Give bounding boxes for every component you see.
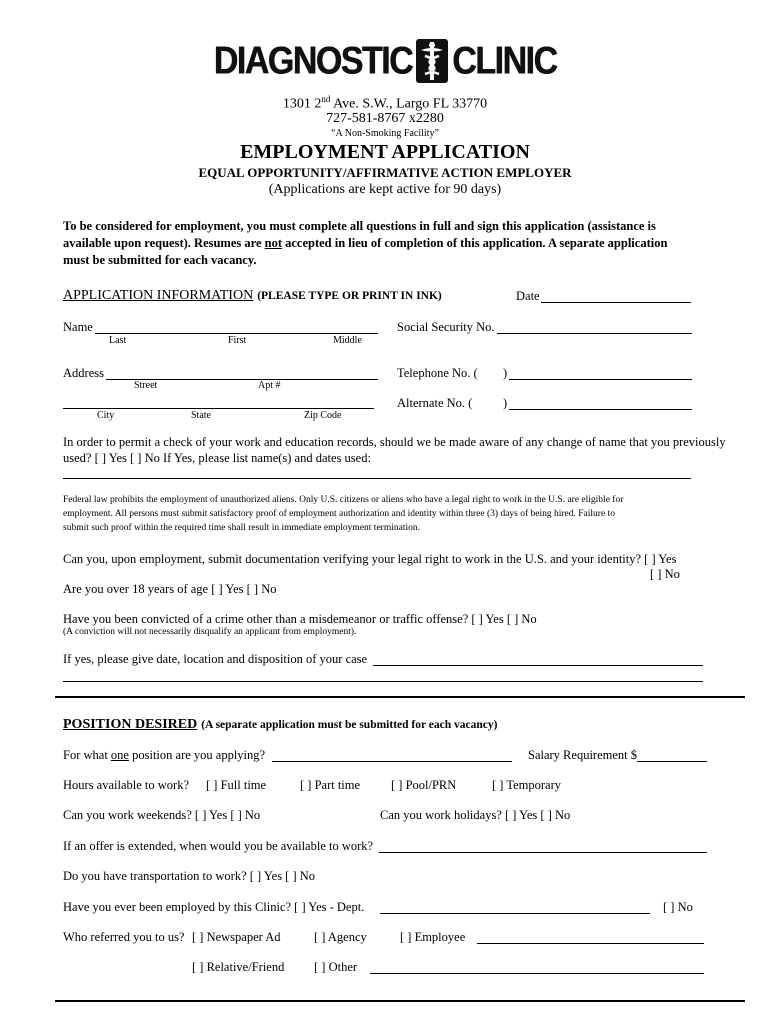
- name-field[interactable]: [95, 333, 378, 334]
- telephone-close: ): [503, 366, 508, 380]
- temporary-option[interactable]: [ ] Temporary: [492, 778, 562, 792]
- city-caption: City: [97, 410, 115, 421]
- logo-text-right: CLINIC: [452, 38, 557, 83]
- transportation-question: Do you have transportation to work? [ ] Yes [ ] No: [63, 869, 316, 883]
- name-label: Name: [63, 320, 93, 334]
- age-question: Are you over 18 years of age [ ] Yes [ ] No: [63, 582, 277, 596]
- intro-line-2: available upon request). Resumes are not accepted in lieu of completion of this application. A separate application: [63, 236, 668, 250]
- other-referral-field[interactable]: [370, 973, 704, 974]
- holidays-question: Can you work holidays? [ ] Yes [ ] No: [380, 808, 571, 822]
- work-authorization-no[interactable]: [ ] No: [650, 567, 680, 581]
- application-info-heading: APPLICATION INFORMATION (PLEASE TYPE OR PRINT IN INK): [63, 288, 442, 303]
- weekends-question: Can you work weekends? [ ] Yes [ ] No: [63, 808, 261, 822]
- page-title: EMPLOYMENT APPLICATION: [240, 141, 530, 163]
- name-middle-caption: Middle: [333, 335, 362, 346]
- federal-notice-1: Federal law prohibits the employment of unauthorized aliens. Only U.S. citizens or aliens who have a legal right to work in the U.S. are eligible for: [63, 495, 624, 505]
- salary-label: Salary Requirement $: [528, 748, 637, 762]
- availability-field[interactable]: [379, 852, 707, 853]
- position-heading: POSITION DESIRED (A separate application must be submitted for each vacancy): [63, 717, 498, 732]
- name-first-caption: First: [228, 335, 247, 346]
- date-field[interactable]: [541, 302, 691, 303]
- clinic-address: 1301 2nd Ave. S.W., Largo FL 33770: [282, 94, 488, 112]
- employed-before-label: Have you ever been employed by this Clinic? [ ] Yes - Dept.: [63, 900, 365, 914]
- referral-agency[interactable]: [ ] Agency: [314, 930, 367, 944]
- referral-newspaper[interactable]: [ ] Newspaper Ad: [192, 930, 281, 944]
- referral-other[interactable]: [ ] Other: [314, 960, 358, 974]
- retention-note: (Applications are kept active for 90 days): [268, 182, 502, 197]
- crime-note: (A conviction will not necessarily disqualify an applicant from employment).: [63, 627, 357, 637]
- referral-relative[interactable]: [ ] Relative/Friend: [192, 960, 285, 974]
- full-time-option[interactable]: [ ] Full time: [206, 778, 267, 792]
- part-time-option[interactable]: [ ] Part time: [300, 778, 361, 792]
- pool-prn-option[interactable]: [ ] Pool/PRN: [391, 778, 457, 792]
- previous-names-field[interactable]: [63, 478, 691, 479]
- salary-field[interactable]: [637, 761, 707, 762]
- employed-before-no[interactable]: [ ] No: [663, 900, 693, 914]
- ssn-field[interactable]: [497, 333, 692, 334]
- department-field[interactable]: [380, 913, 650, 914]
- federal-notice-3: submit such proof within the required time shall result in immediate employment termination.: [63, 523, 420, 533]
- address-label: Address: [63, 366, 104, 380]
- referral-label: Who referred you to us?: [63, 930, 185, 944]
- name-change-line-2: used? [ ] Yes [ ] No If Yes, please list name(s) and dates used:: [63, 451, 371, 465]
- position-field[interactable]: [272, 761, 512, 762]
- employee-name-field[interactable]: [477, 943, 704, 944]
- work-authorization-question: Can you, upon employment, submit documentation verifying your legal right to work in the U.S. and your identity? [ ] Yes: [63, 552, 677, 566]
- referral-employee[interactable]: [ ] Employee: [400, 930, 466, 944]
- intro-line-1: To be considered for employment, you must complete all questions in full and sign this application (assistance is: [63, 219, 656, 233]
- caduceus-icon: [415, 38, 449, 84]
- bottom-divider: [55, 1000, 745, 1002]
- clinic-phone: 727-581-8767 x2280: [326, 111, 444, 126]
- page-subtitle: EQUAL OPPORTUNITY/AFFIRMATIVE ACTION EMPLOYER: [198, 165, 572, 180]
- ssn-label: Social Security No.: [397, 320, 495, 334]
- city-state-zip-field[interactable]: [63, 408, 374, 409]
- logo-text-left: DIAGNOSTIC: [213, 38, 413, 83]
- section-divider: [55, 696, 745, 698]
- alternate-close: ): [503, 396, 508, 410]
- state-caption: State: [191, 410, 211, 421]
- crime-question: Have you been convicted of a crime other than a misdemeanor or traffic offense? [ ] Yes [ ] No: [63, 612, 537, 626]
- position-question: For what one position are you applying?: [63, 748, 266, 762]
- clinic-logo: [0, 38, 770, 84]
- name-last-caption: Last: [109, 335, 127, 346]
- hours-label: Hours available to work?: [63, 778, 190, 792]
- telephone-label: Telephone No. (: [397, 366, 478, 380]
- tagline: “A Non-Smoking Facility”: [331, 128, 439, 139]
- street-caption: Street: [134, 380, 158, 391]
- telephone-field[interactable]: [509, 379, 692, 380]
- name-change-line-1: In order to permit a check of your work and education records, should we be made aware of any change of name that you previously: [63, 435, 726, 449]
- intro-line-3: must be submitted for each vacancy.: [63, 253, 257, 267]
- apt-caption: Apt #: [258, 380, 281, 391]
- alternate-label: Alternate No. (: [397, 396, 473, 410]
- zip-caption: Zip Code: [304, 410, 342, 421]
- crime-details-field[interactable]: [373, 665, 703, 666]
- date-label: Date: [516, 289, 540, 303]
- crime-details-label: If yes, please give date, location and disposition of your case: [63, 652, 368, 666]
- crime-details-field-2[interactable]: [63, 681, 703, 682]
- availability-label: If an offer is extended, when would you be available to work?: [63, 839, 374, 853]
- federal-notice-2: employment. All persons must submit satisfactory proof of employment authorization and identity within three (3) days of being hired. Failure to: [63, 509, 615, 519]
- alternate-field[interactable]: [509, 409, 692, 410]
